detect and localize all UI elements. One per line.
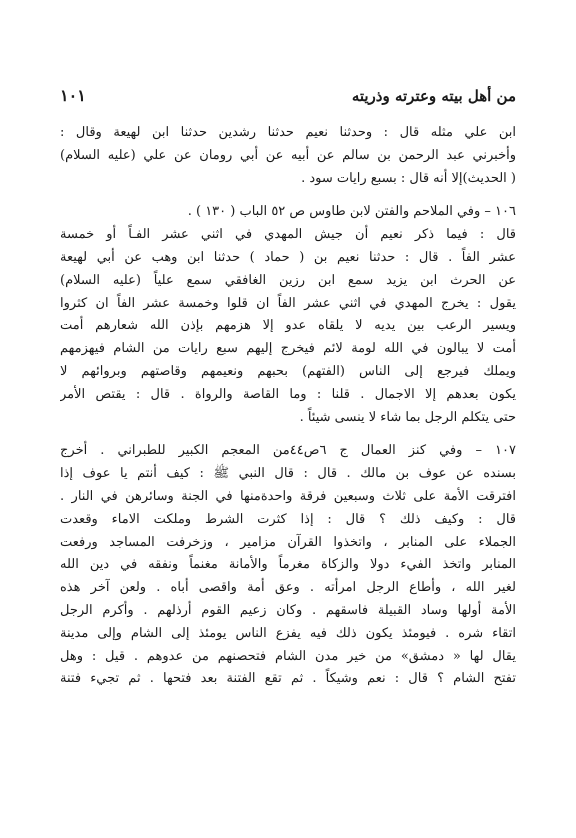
- text-line: يقال لها « دمشق» من خير مدن الشام فتحصنهم من عدوهم . قيل : وهل: [60, 648, 516, 664]
- text-line: ١٠٦ – وفي الملاحم والفتن لابن طاوس ص ٥٢ الباب ( ١٣٠ ) .: [187, 204, 516, 220]
- text-line: بسنده عن عوف بن مالك . قال : قال النبي ﷺ : كيف أنتم يا عوف إذا: [60, 466, 516, 482]
- text-line: لغير الله ، وأطاع الرجل امرأته . وعق أمة واقصى أباه . ولعن آخر هذه: [60, 580, 516, 596]
- text-line: الجملاء على المنابر ، واتخذوا القرآن مزامير ، وزخرفت المساجد ورفعت: [60, 534, 516, 550]
- text-line: ١٠٧ – وفي كنز العمال ج ٦ص٤٤من المعجم الكبير للطبراني . أخرج: [60, 443, 516, 459]
- text-line: ابن علي مثله قال : وحدثنا نعيم حدثنا رشدين حدثنا ابن لهيعة وقال :: [60, 125, 516, 140]
- text-line: تفتح الشام ؟ قال : نعم وشيكاً . ثم تقع الفتنة بعد فتحها . ثم تجيء فتنة: [60, 671, 516, 687]
- text-line: ( الحديث)إلا أنه قال : بسبع رايات سود .: [301, 170, 516, 186]
- text-line: أمت لا يبالون في الله لومة لائم فيخرج إليهم سبع رايات من الشام فيهزمهم: [60, 341, 516, 357]
- text-line: وأخبرني عبد الرحمن بن سالم عن أبيه عن أبي رومان عن علي (عليه السلام): [60, 147, 516, 163]
- text-line: افترقت الأمة على ثلاث وسبعين فرقة واحدةمنها في الجنة وسائرهن في النار .: [60, 488, 516, 504]
- text-line: عن الحرث ابن يزيد سمع ابن رزين الغافقي سمع علياً (عليه السلام): [60, 272, 516, 288]
- text-line: حتى يتكلم الرجل بما شاء لا ينسى شيئاً .: [299, 409, 516, 425]
- text-line: ويسير الرعب بين يديه لا يلقاه عدو إلا هزمهم بإذن الله شعارهم أمت: [60, 318, 516, 334]
- text-line: يكون بعدهم إلا الاجمال . قلنا : وما القاصة والرواة . قال : يقتص الأمر: [60, 386, 516, 402]
- text-line: اتقاء شره . فيومئذ يكون ذلك فيه يفزع الناس يومئذ إلى الشام وإلى مدينة: [60, 625, 516, 641]
- text-line: قال : وكيف ذلك ؟ قال : إذا كثرت الشرط وملكت الاماء وقعدت: [60, 511, 516, 527]
- paragraph-hadith-106: [60, 201, 516, 429]
- text-line: المنابر واتخذ الفيء دولا والزكاة مغرماً والأمانة مغنماً ونفقه في دين الله: [60, 557, 516, 573]
- page-number: ١٠١: [60, 86, 86, 105]
- running-title: من أهل بيته وعترته وذريته: [351, 87, 516, 105]
- text-line: قال : فيما ذكر نعيم أن جيش المهدي في اثني عشر الفـاً أو خمسة: [60, 227, 516, 243]
- paragraph-hadith-107: [60, 440, 516, 691]
- text-line: عشر الفاً . قال : حدثنا نعيم بن ( حماد ) حدثنا ابن وهب عن أبي لهيعة: [60, 249, 516, 265]
- text-line: ويملك فيرجع إلى الناس (الفتهم) بحبهم ونعيمهم وقاصتهم وبروائهم لا: [60, 363, 516, 379]
- text-line: الأمة أولها وساد القبيلة فاسقهم . وكان زعيم القوم أرذلهم . وأكرم الرجل: [60, 602, 516, 618]
- text-line: يقول : يخرج المهدي في اثني عشر الفاً ان قلوا وخمسة عشر الفاً ان كثروا: [60, 295, 516, 311]
- paragraph-isnad: [60, 122, 516, 190]
- page-header: [60, 86, 516, 116]
- book-page: [60, 86, 516, 806]
